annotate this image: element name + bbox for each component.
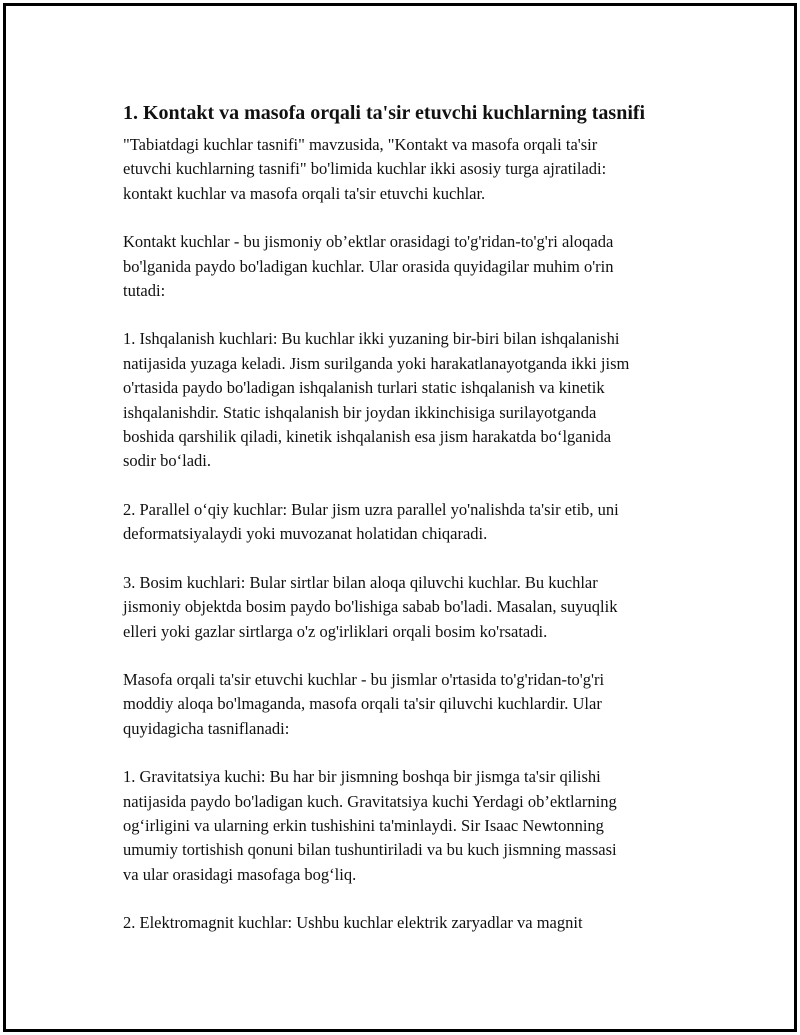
paragraph	[123, 571, 703, 644]
paragraph	[123, 765, 703, 887]
paragraph-line: natijasida yuzaga keladi. Jism surilganda yoki harakatlanayotganda ikki jism	[123, 353, 630, 373]
paragraph	[123, 498, 703, 547]
paragraph-line: umumiy tortishish qonuni bilan tushuntiriladi va bu kuch jismning massasi	[123, 840, 617, 860]
paragraph-line: quyidagicha tasniflanadi:	[123, 718, 290, 738]
paragraph-line: o'rtasida paydo bo'ladigan ishqalanish turlari static ishqalanish va kinetik	[123, 378, 605, 398]
paragraph-line: 3. Bosim kuchlari: Bular sirtlar bilan aloqa qiluvchi kuchlar. Bu kuchlar	[123, 572, 598, 592]
paragraph-line: "Tabiatdagi kuchlar tasnifi" mavzusida, "Kontakt va masofa orqali ta'sir	[123, 135, 598, 154]
paragraph-line: va ular orasidagi masofaga bog‘liq.	[123, 864, 357, 884]
document-body	[123, 100, 703, 960]
paragraph	[123, 911, 703, 935]
paragraph-line: moddiy aloqa bo'lmaganda, masofa orqali ta'sir qiluvchi kuchlardir. Ular	[123, 694, 602, 714]
paragraph-line: Kontakt kuchlar - bu jismoniy ob’ektlar orasidagi to'g'ridan-to'g'ri aloqada	[123, 232, 614, 252]
paragraph-list	[123, 133, 703, 936]
paragraph	[123, 133, 703, 206]
paragraph-line: tutadi:	[123, 281, 166, 301]
paragraph-line: 1. Ishqalanish kuchlari: Bu kuchlar ikki yuzaning bir-biri bilan ishqalanishi	[123, 329, 620, 349]
paragraph-line: jismoniy objektda bosim paydo bo'lishiga sabab bo'ladi. Masalan, suyuqlik	[123, 597, 618, 617]
document-heading: 1. Kontakt va masofa orqali ta'sir etuvchi kuchlarning tasnifi	[123, 102, 646, 124]
paragraph-line: 1. Gravitatsiya kuchi: Bu har bir jismning boshqa bir jismga ta'sir qilishi	[123, 767, 601, 787]
paragraph-line: deformatsiyalaydi yoki muvozanat holatidan chiqaradi.	[123, 524, 488, 544]
paragraph-line: kontakt kuchlar va masofa orqali ta'sir etuvchi kuchlar.	[123, 183, 486, 203]
paragraph	[123, 668, 703, 741]
paragraph	[123, 327, 703, 473]
page-frame	[3, 3, 797, 1032]
paragraph-line: boshida qarshilik qiladi, kinetik ishqalanish esa jism harakatda bo‘lganida	[123, 427, 612, 447]
paragraph-line: ishqalanishdir. Static ishqalanish bir joydan ikkinchisiga surilayotganda	[123, 402, 597, 422]
paragraph-line: sodir bo‘ladi.	[123, 451, 211, 471]
paragraph-line: og‘irligini va ularning erkin tushishini ta'minlaydi. Sir Isaac Newtonning	[123, 815, 604, 835]
paragraph-line: elleri yoki gazlar sirtlarga o'z og'irliklari orqali bosim ko'rsatadi.	[123, 621, 548, 641]
paragraph-line: 2. Elektromagnit kuchlar: Ushbu kuchlar elektrik zaryadlar va magnit	[123, 913, 583, 933]
paragraph-line: Masofa orqali ta'sir etuvchi kuchlar - bu jismlar o'rtasida to'g'ridan-to'g'ri	[123, 669, 605, 689]
paragraph-line: bo'lganida paydo bo'ladigan kuchlar. Ular orasida quyidagilar muhim o'rin	[123, 256, 614, 276]
paragraph-line: etuvchi kuchlarning tasnifi" bo'limida kuchlar ikki asosiy turga ajratiladi:	[123, 159, 607, 179]
paragraph	[123, 230, 703, 303]
paragraph-line: natijasida paydo bo'ladigan kuch. Gravitatsiya kuchi Yerdagi ob’ektlarning	[123, 791, 617, 811]
paragraph-line: 2. Parallel o‘qiy kuchlar: Bular jism uzra parallel yo'nalishda ta'sir etib, uni	[123, 499, 619, 519]
